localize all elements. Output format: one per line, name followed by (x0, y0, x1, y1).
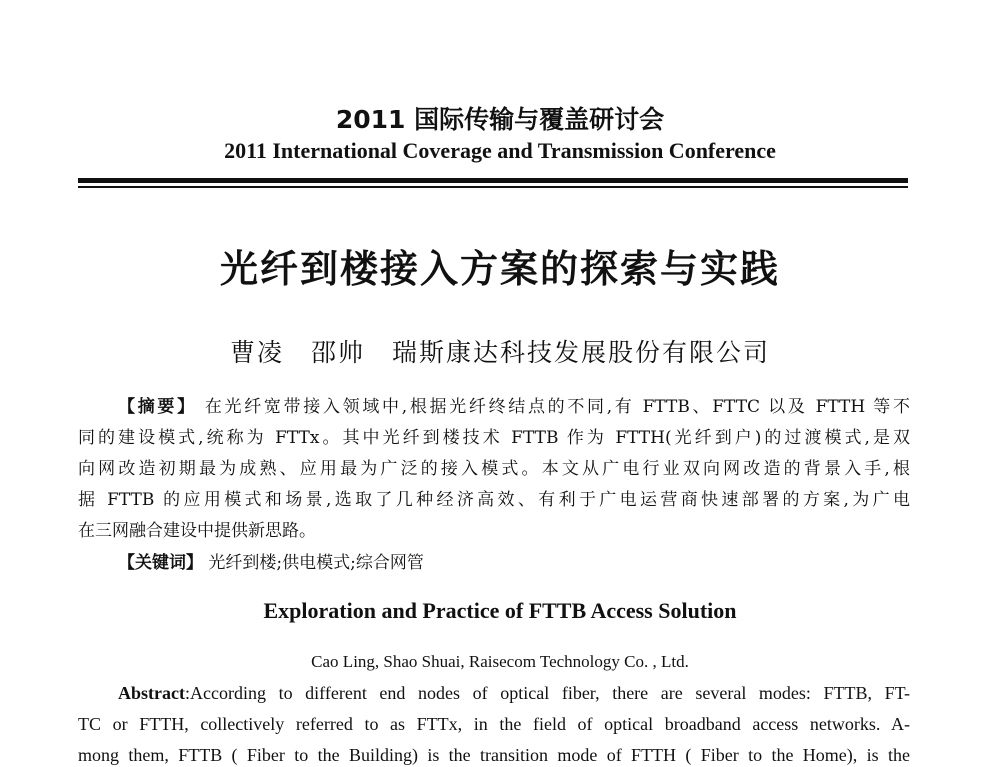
abstract-cn-line-3: 向网改造初期最为成熟、应用最为广泛的接入模式。本文从广电行业双向网改造的背景入手,根 (78, 459, 910, 479)
paper-title-en: Exploration and Practice of FTTB Access Solution (263, 598, 737, 623)
conference-title-cn: 2011 国际传输与覆盖研讨会 (335, 105, 665, 134)
header-rule-thick (78, 178, 908, 183)
abstract-cn-line-5: 在三网融合建设中提供新思路。 (78, 521, 316, 541)
authors-en: Cao Ling, Shao Shuai, Raisecom Technology Co. , Ltd. (311, 652, 689, 671)
authors-cn: 曹凌 邵帅 瑞斯康达科技发展股份有限公司 (229, 338, 770, 367)
keywords-cn-text: 光纤到楼;供电模式;综合网管 (208, 553, 424, 573)
abstract-cn-line-2: 同的建设模式,统称为 FTTx。其中光纤到楼技术 FTTB 作为 FTTH(光纤到户)的过渡模式,是双 (78, 428, 910, 448)
abstract-en-label: Abstract (118, 683, 185, 703)
abstract-en-line-2: TC or FTTH, collectively referred to as FTTx, in the field of optical broadband access networks. A- (78, 714, 910, 734)
abstract-en-line-1: Abstract:According to different end nodes of optical fiber, there are several modes: FTTB, FT- (118, 683, 910, 703)
paper-title-cn: 光纤到楼接入方案的探索与实践 (219, 247, 780, 291)
keywords-cn-label: 【关键词】 (118, 553, 203, 573)
abstract-cn-label: 【摘要】 (118, 397, 197, 417)
abstract-en-line-3: mong them, FTTB ( Fiber to the Building) is the transition mode of FTTH ( Fiber to the Home), is the (78, 745, 910, 765)
abstract-cn-line-1: 【摘要】 在光纤宽带接入领域中,根据光纤终结点的不同,有 FTTB、FTTC 以及 FTTH 等不 (118, 397, 910, 417)
header-rule-thin (78, 186, 908, 188)
abstract-cn-line-4: 据 FTTB 的应用模式和场景,选取了几种经济高效、有利于广电运营商快速部署的方案,为广电 (78, 490, 910, 510)
keywords-cn (118, 551, 424, 575)
conference-title-en: 2011 International Coverage and Transmission Conference (224, 138, 776, 163)
